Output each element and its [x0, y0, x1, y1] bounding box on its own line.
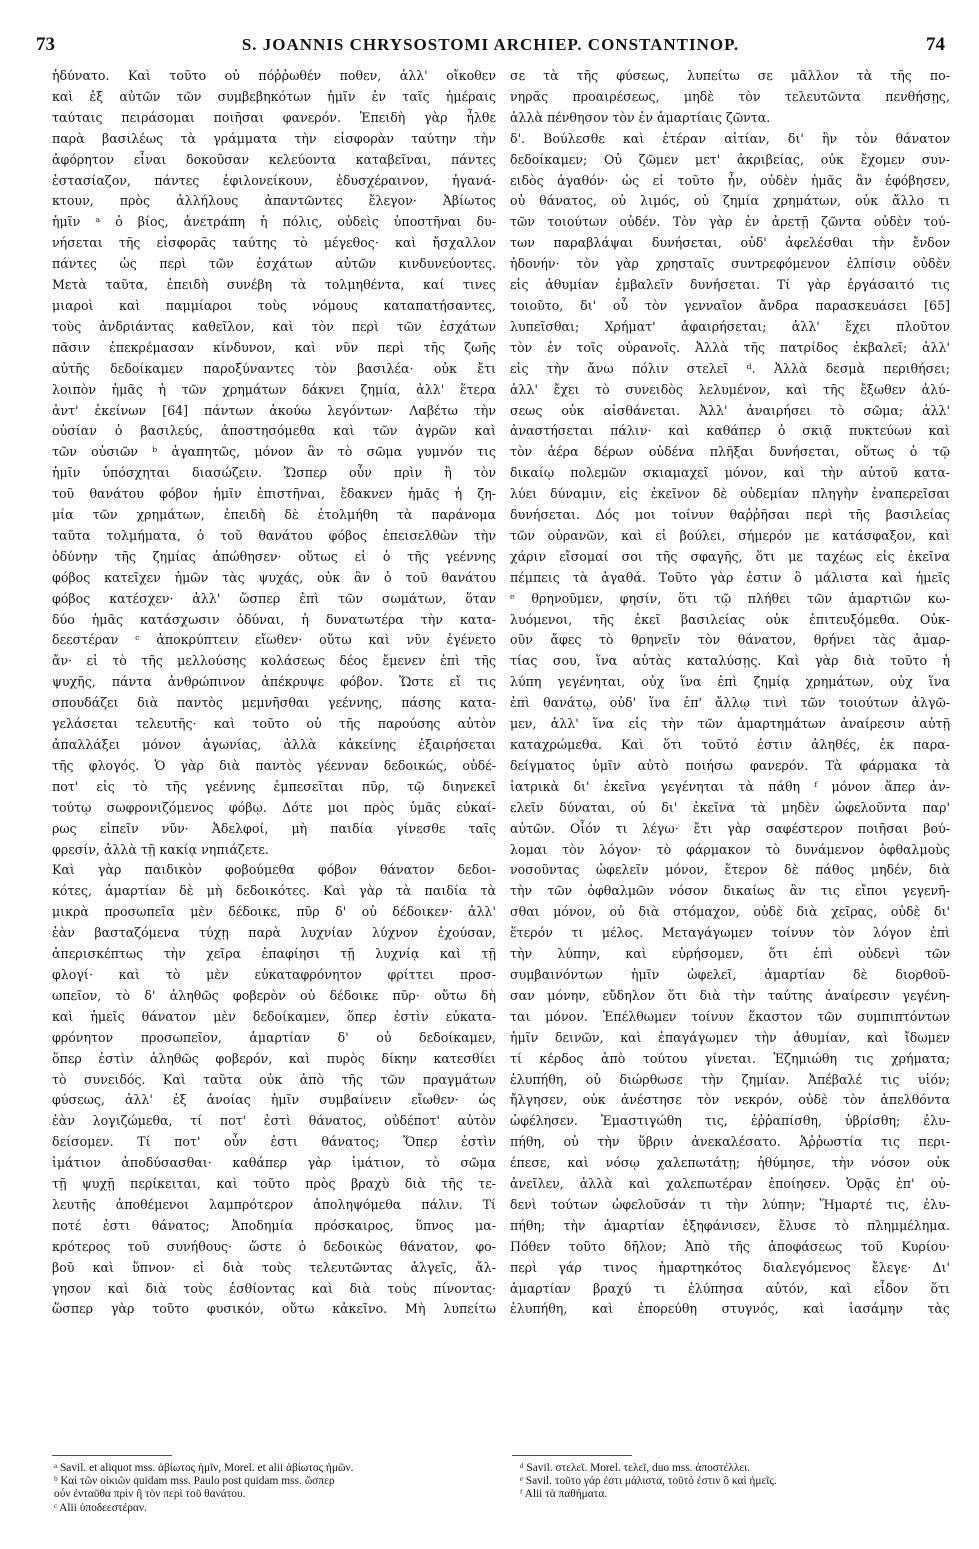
- text-line: ἀνεῖλεν, ἀλλὰ καὶ χαλεπωτέραν ἐποίησεν. Ὁρᾷς ἐπ' οὐ-: [510, 1176, 950, 1192]
- text-line: ἀπαλλάξει μόνον ἀγωνίας, ἀλλὰ κἀκείνης ἐξαιρήσεται: [52, 737, 496, 752]
- text-line: φόβος κατέσχεν· ἀλλ' ὥσπερ ἐπὶ τῶν σωμάτων, ὅταν: [52, 590, 496, 606]
- text-line: κότες, ἁμαρτίαν δὲ μὴ δεδοικότες. Καὶ γὰρ τὰ παιδία τὰ: [52, 883, 496, 899]
- text-line: δενὶ τούτων ὠφελοῦσάν τι τὴν λύπην; Ἥμαρτέ τις, ἐλυ-: [510, 1196, 950, 1212]
- text-line: μεν, ἀλλ' ἵνα εἰς τὴν τῶν ἁμαρτημάτων ἀναίρεσιν αὐτῇ: [510, 716, 950, 732]
- text-line: ἀλλ' ἔχει τὸ συνειδὸς λελυμένον, καὶ τῆς ἔξωθεν ἁλύ-: [510, 381, 950, 397]
- text-line: οῦν ἄφες τὸ θρηνεῖν τὸν θάνατον, θρήνει τὰς ἁμαρ-: [510, 632, 950, 648]
- page-number-right: 74: [926, 34, 945, 55]
- text-line: καὶ ἡμεῖς θάνατον μὲν δεδοίκαμεν, ὅπερ ἐστὶν εὐκατα-: [52, 1008, 496, 1024]
- text-line: τὸν ἐν τοῖς οὐρανοῖς. Ἀλλὰ τῆς πατρίδος ἐκβαλεῖ; ἀλλ': [510, 339, 950, 355]
- text-line: ἰατρικὰ δι' ἐκεῖνα γεγένηται τὰ πάθη ᶠ μόνον ἅπερ ἀν-: [510, 778, 950, 794]
- footnote-rule-right: [512, 1455, 632, 1456]
- text-line: πήθη, οὐ τὴν ὕβριν ἀνεκαλέσατο. Ἀῤῥωστία τις περι-: [510, 1134, 950, 1150]
- text-line: ὅπερ ἐστὶν ἀληθῶς φοβερόν, καὶ πυρὸς δίκην κατεσθίει: [52, 1050, 496, 1066]
- text-line: ἐστασίαζον, πάντες ἐφιλονείκουν, ἐδυσχέραινον, ἠγανά-: [52, 172, 496, 188]
- text-line: ᵉ θρηνοῦμεν, φησίν, ὅτι τῷ πλήθει τῶν ἁμαρτιῶν κω-: [510, 590, 950, 606]
- text-line: τῇ ψυχῇ περίκειται, καὶ τοῦτο πρὸς βραχὺ διὰ τῆς τε-: [52, 1176, 496, 1192]
- text-line: μία τῶν χρημάτων, ἐπειδὴ δὲ ἐτολμήθη τὰ παράνομα: [52, 507, 496, 523]
- text-line: Πόθεν τοῦτο δῆλον; Ἀπὸ τῆς ἀποφάσεως τοῦ Κυρίου·: [510, 1238, 950, 1254]
- text-line: λύει δύναμιν, εἰς ἐκεῖνον δὲ οὐδεμίαν πληγὴν ἐναπερεῖσαι: [510, 486, 950, 502]
- text-line: ἱμάτιον ἀποδύσασθαι· καθάπερ γὰρ ἱμάτιον, τὸ σῶμα: [52, 1155, 496, 1171]
- text-line: ἐὰν βασταζόμενα τύχῃ παρὰ λυχνίαν λύχνον ἐχούσαν,: [52, 925, 496, 941]
- footnotes-right: [520, 1462, 950, 1502]
- text-line: έπεσε, καὶ νόσῳ χαλεπωτάτῃ; ἠθύμησε, τὴν νόσον οὐκ: [510, 1155, 950, 1171]
- text-line: χάριν εἴσομαί σοι τῆς σφαγῆς, ὅτι με ταχέως εἰς ἐκεῖνα: [510, 548, 950, 564]
- text-line: φρεσίν, ἀλλὰ τῇ κακίᾳ νηπιάζετε.: [52, 841, 269, 857]
- right-text-column: [510, 66, 950, 1440]
- text-line: ἀπερισκέπτως τὴν χεῖρα ἐπαφίησι τῇ λυχνίᾳ καὶ τῇ: [52, 946, 496, 962]
- text-line: εἰς ἀθυμίαν ἐμβαλεῖν δυνήσεται. Τί γὰρ ἐργάσαιτό τις: [510, 277, 950, 293]
- text-line: γελάσεται τελευτῆς· καὶ τοῦτο οὐ τῆς παρούσης αὐτὸν: [52, 716, 496, 732]
- text-line: πᾶσιν ἐπεκρέμασαν κίνδυνον, καὶ νῦν περὶ τῆς ζωῆς: [52, 339, 496, 355]
- text-line: δεεστέραν ᶜ ἀποκρύπτειν εἴωθεν· οὕτω καὶ νῦν ἐγένετο: [52, 632, 496, 648]
- text-line: τὸν ἀέρα δέρων οὐδένα πλῆξαι δυνήσεται, οὕτως ὁ τῷ: [510, 444, 950, 460]
- text-line: Καὶ γὰρ παιδικὸν φοβούμεθα φόβον θάνατον δεδοι-: [52, 862, 496, 878]
- footnote-line: ᵈ Savil. στελεῖ. Morel. τελεῖ, duo mss. ἀποστέλλει.: [520, 1462, 751, 1474]
- text-line: ἀφόρητον εἶναι δοκοῦσαν κελεύοντα καταβεῖναι, πάντες: [52, 151, 496, 167]
- text-line: πέμπεις τὰ ἀγαθά. Τοῦτο γὰρ ἐστιν ὃ μάλιστα καὶ ἡμεῖς: [510, 569, 950, 585]
- footnote-line: ᶜ Alii ὑποδεεστέραν.: [54, 1501, 147, 1514]
- text-line: παρὰ βασιλέως τὰ γράμματα τὴν εἰσφορὰν ταύτην τὴν: [52, 130, 496, 146]
- footnote-line: ᵉ Savil. τοῦτο γάρ ἐστι μάλιστα, τοῦτό ἐστιν ὃ καὶ ἡμεῖς.: [520, 1475, 777, 1488]
- text-line: τῶν τοιούτων οὐδέν. Τὸν γὰρ ἐν ἀρετῇ ζῶντα οὐδὲν τού-: [510, 214, 950, 230]
- text-line: νήσεται τῆς εἰσφορᾶς ταύτης τὸ μέγεθος· καὶ ἤσχαλλον: [52, 235, 496, 251]
- text-line: σπουδάζει διὰ παντὸς μεμνῆσθαι γεέννης, πάσης κατα-: [52, 695, 496, 711]
- left-text-column: [52, 66, 496, 1440]
- text-line: ψυχῆς, πάντα ἀνθρώπινον ἀπέκρυψε φόβον. Ὥστε εἴ τις: [52, 674, 496, 690]
- text-line: λυόμενοι, τῆς ἐκεῖ βασιλείας οὐκ ἐπιτευξόμεθα. Οὐκ-: [510, 611, 950, 627]
- text-line: ἕτερόν τι μέλος. Μεταγάγωμεν τοίνυν τὸν λόγον ἐπὶ: [510, 925, 950, 941]
- text-line: ἐλυπήθη, καὶ ἐπορεύθη στυγνός, καὶ ἰασάμην τὰς: [510, 1301, 950, 1317]
- text-line: φρόνητον προσωπεῖον, ἁμαρτίαν δ' οὐ δεδοίκαμεν,: [52, 1029, 496, 1045]
- text-line: δείγματος ὑμῖν αὐτὸ ποιήσω φανερόν. Τὰ φάρμακα τὰ: [510, 757, 950, 773]
- text-line: ἡδύνατο. Καὶ τοῦτο οὐ πόῤῥωθέν ποθεν, ἀλλ' οἴκοθεν: [52, 68, 496, 83]
- text-line: οὐσίαν ὁ βασιλεύς, ἀποστησόμεθα καὶ τῶν ἀγρῶν καὶ: [52, 423, 496, 439]
- text-line: ται μόνον. Ἐπέλθωμεν τοίνυν ἕκαστον τῶν συμπιπτόντων: [510, 1008, 950, 1024]
- text-line: τοὺς ἀνδριάντας καθεῖλον, καὶ τὸν περὶ τῶν ἐσχάτων: [52, 318, 496, 334]
- text-line: τὴν τῶν ὀφθαλμῶν νόσον δικαίως ἂν τις εἴποι γεγενῆ-: [510, 883, 950, 899]
- text-line: δύο ἡμᾶς κατάσχωσιν ὀδύναι, ἡ δυνατωτέρα τὴν κατα-: [52, 611, 496, 627]
- footnote-line: οὖν ἐνταῦθα πρὶν ἢ τὸν περὶ τοῦ θανάτου.: [54, 1488, 246, 1501]
- footnote-line: ᵇ Καὶ τῶν οἰκιῶν quidam mss. Paulo post quidam mss. ὥσπερ: [54, 1475, 335, 1488]
- text-line: ρως εἰπεῖν νῦν· Ἀδελφοί, μὴ παιδία γίνεσθε ταῖς: [52, 820, 496, 836]
- text-line: μιαροὶ καὶ παμμίαροι τοὺς νόμους καταπατήσαντες,: [52, 297, 496, 313]
- text-line: πήθη; τὴν ἁμαρτίαν ἐξηφάνισεν, ἔλυσε τὸ πλημμέλημα.: [510, 1217, 950, 1233]
- text-line: δικαίῳ πολεμῶν σκιαμαχεῖ μόνον, καὶ τὴν αὐτοῦ κατα-: [510, 465, 950, 481]
- text-line: καὶ ἐξ αὐτῶν τῶν συμβεβηκότων ἡμῖν ἐν ταῖς ἡμέραις: [52, 88, 496, 104]
- text-line: ἄν· εἰ τὸ τῆς μελλούσης κολάσεως δέος ἔμενεν ἐπὶ τῆς: [52, 653, 496, 669]
- footnote-line: ᶠ Alii τὰ παθήματα.: [520, 1488, 608, 1501]
- text-line: αὐτῆς δεδοίκαμεν παροξύναντες τὸν βασιλέα· οὐκ ἔτι: [52, 360, 496, 376]
- text-line: μικρὰ προσωπεῖα μὲν δέδοικε, πῦρ δ' οὐ δέδοικεν· ἀλλ': [52, 904, 496, 920]
- text-line: τῆς φλογός. Ὁ γὰρ διὰ παντὸς γέενναν δεδοικώς, οὐδέ-: [52, 757, 496, 773]
- text-line: φόβος κατεῖχεν ἡμῶν τὰς ψυχάς, οὐκ ἂν ὁ τοῦ θανάτου: [52, 569, 496, 585]
- text-line: ὥσπερ γὰρ τοῦτο φυσικόν, οὕτω κἀκεῖνο. Μὴ λυπείτω: [52, 1301, 496, 1317]
- text-line: οὐ θάνατος, οὐ λιμός, οὐ ζημία χρημάτων, οὐκ ἄλλο τι: [510, 193, 950, 209]
- text-line: τούτῳ σωφρονιζόμενος φόβῳ. Δότε μοι πρὸς ὑμᾶς εὐκαί-: [52, 799, 496, 815]
- text-line: κτουν, πρὸς ἀλλήλους ἀπαντῶντες ἔλεγον· Ἀβίωτος: [52, 193, 496, 209]
- text-line: λοιπὸν ἡμᾶς ἡ τῶν χρημάτων δάκνει ζημία, ἀλλ' ἕτερα: [52, 381, 496, 397]
- text-line: λύπη γεγένηται, οὐχ ἵνα ἐπὶ ζημίᾳ χρημάτων, οὐχ ἵνα: [510, 674, 950, 690]
- text-line: ἀντ' ἐκείνων [64] πάντων ἀκούω λεγόντων· Λαβέτω τὴν: [52, 402, 496, 418]
- text-line: ἡμῖν δεινῶν, καὶ ἐπαγάγωμεν τὴν ἀθυμίαν, καὶ ἴδωμεν: [510, 1029, 950, 1045]
- text-line: τὴν λύπην, καὶ εὑρήσομεν, ὅτι ἐπὶ οὐδενὶ τῶν: [510, 946, 950, 962]
- text-line: τὸ συνειδός. Καὶ ταῦτα οὐκ ἀπὸ τῆς τῶν πραγμάτων: [52, 1071, 496, 1087]
- text-line: ταῦτα τολμήματα, ὁ τοῦ θανάτου φόβος ἐπεισελθὼν τὴν: [52, 527, 496, 543]
- text-line: λομαι τὸν λόγον· τὸ φάρμακον τὸ δυνάμενον ὀφθαλμοὺς: [510, 841, 950, 857]
- text-line: δυνήσεται. Δός μοι τοίνυν θαῤῥῆσαι περὶ τῆς βασιλείας: [510, 507, 950, 523]
- text-line: αὐτῶν. Οἷόν τι λέγω· ἔτι γὰρ σαφέστερον ποιῆσαι βού-: [510, 820, 950, 836]
- text-line: ἡδονήν· τὸν γὰρ χρησταῖς συντρεφόμενον ἐλπίσιν οὐδὲν: [510, 256, 950, 272]
- text-line: τίας σου, ἵνα αὐτὰς καταλύσῃς. Καὶ γὰρ διὰ τοῦτο ἡ: [510, 653, 950, 669]
- text-line: ωπεῖον, τὸ δ' ἀληθῶς φοβερὸν οὐ δέδοικε πῦρ· οὕτω δὴ: [52, 987, 496, 1003]
- text-line: ὀδύνην τῆς ζημίας ἀπώθησεν· οὕτως εἰ ὁ τῆς γεέννης: [52, 548, 496, 564]
- text-line: γησον καὶ διὰ τοὺς ἐσθίοντας καὶ διὰ τοὺς πίνοντας·: [52, 1280, 496, 1296]
- footnotes-left: [54, 1462, 494, 1515]
- footnote-rule-left: [52, 1455, 172, 1456]
- text-line: ἡμῖν ᵃ ὁ βίος, ἀνετράπη ἡ πόλις, οὐδεὶς ὑποστῆναι δυ-: [52, 214, 496, 230]
- text-line: ἡμῖν ὑπόσχηται διασώζειν. Ὥσπερ οὖν πρὶν ἢ τὸν: [52, 465, 496, 481]
- text-line: ἐλυπήθη, οὐ διώρθωσε τὴν ζημίαν. Ἀπέβαλέ τις υἱόν;: [510, 1071, 950, 1087]
- text-line: εἰς τὴν ἄνω πόλιν στελεῖ ᵈ. Ἀλλὰ δεσμὰ περιθήσει;: [510, 360, 950, 376]
- text-line: ἐπὶ θανάτῳ, οὐδ' ἵνα ἐπ' ἄλλῳ τινὶ τῶν τοιούτων ἀλγῶ-: [510, 695, 950, 711]
- footnote-line: ᵃ Savil. et aliquot mss. ἀβίωτος ἡμῖν, Morel. et alii ἀβίωτος ἡμῶν.: [54, 1462, 354, 1474]
- text-line: φύσεως, ἀλλ' ἐξ ἀνοίας ἡμῖν συμβαίνειν εἴωθεν· ὡς: [52, 1092, 496, 1108]
- text-line: πάντες ὡς περὶ τῶν ἐσχάτων αὐτῶν κινδυνεύοντες.: [52, 256, 496, 272]
- text-line: καταχρώμεθα. Καὶ ὅτι τοῦτό ἐστιν ἀληθές, ἐκ παρα-: [510, 737, 950, 752]
- text-line: σε τὰ τῆς φύσεως, λυπείτω σε μᾶλλον τὰ τῆς πο-: [510, 68, 950, 83]
- text-line: λυπεῖσθαι; Χρήματ' ἀφαιρήσεται; ἀλλ' ἔχει πλοῦτον: [510, 318, 950, 334]
- text-line: ἐὰν λογιζώμεθα, τί ποτ' ἐστὶ θάνατος, οὐδέποτ' αὐτὸν: [52, 1113, 496, 1129]
- text-line: δεδοίκαμεν; Οὐ ζῶμεν μετ' ἀκριβείας, οὐκ ἔχομεν συν-: [510, 151, 950, 167]
- text-line: ἤλγησεν, οὐκ ἀνέστησε τὸν νεκρόν, οὐδὲ τὸν ἀπελθόντα: [510, 1092, 950, 1108]
- text-line: σαν μόνην, εὔδηλον ὅτι διὰ τὴν ταύτης ἀναίρεσιν γεγένη-: [510, 987, 950, 1003]
- text-line: συμβαινόντων ἡμῖν ὠφελεῖ, ἁμαρτίαν δὲ διορθοῦ-: [510, 966, 950, 982]
- text-line: Μετὰ ταῦτα, ἐπειδὴ συνέβη τὰ τολμηθέντα, καί τινες: [52, 277, 496, 293]
- page-number-left: 73: [36, 34, 55, 55]
- text-line: νηρᾶς προαιρέσεως, μηδὲ τὸν τελευτῶντα πενθήσῃς,: [510, 88, 950, 104]
- text-line: ὠφέλησεν. Ἐμαστιγώθη τις, ἐῤῥαπίσθη, ὑβρίσθη; ἐλυ-: [510, 1113, 950, 1129]
- text-line: τῶν οὐσιῶν ᵇ ἀγαπητῶς, μόνον ἂν τὸ σῶμα γυμνόν τις: [52, 444, 496, 460]
- text-line: τῶν οὐρανῶν, καὶ εἰ βούλει, σήμερόν με κατάσφαξον, καὶ: [510, 527, 950, 543]
- text-line: περὶ γάρ τινος ἡμαρτηκότος διαλεγόμενος ἔλεγε· Δι': [510, 1259, 950, 1275]
- text-line: νοσοῦντας ὠφελεῖν μόνον, ἕτερον δὲ πάθος μηδέν, διὰ: [510, 862, 950, 878]
- page-header: [36, 34, 945, 60]
- text-line: ἀναστήσεται πάλιν· καὶ καθάπερ ὁ σκιᾷ πυκτεύων καὶ: [510, 423, 950, 439]
- text-line: τοῦ θανάτου φόβον ἡμῖν ἐπιστῆναι, ἔδακνεν ἡμᾶς ἡ ζη-: [52, 486, 496, 502]
- text-line: δ'. Βούλεσθε καὶ ἑτέραν αἰτίαν, δι' ἣν τὸν θάνατον: [510, 130, 950, 146]
- text-line: των παραβλάψαι δυνήσεται, οὐδ' ἀφελέσθαι τὴν ἔνδον: [510, 235, 950, 251]
- text-line: βοῦ καὶ ὕπνον· εἰ διὰ τοὺς τελευτῶντας ἀλγεῖς, ἄλ-: [52, 1259, 496, 1275]
- text-line: ποτ' εἰς τὸ τῆς γεέννης ἐμπεσεῖται πῦρ, τῷ διηνεκεῖ: [52, 778, 496, 794]
- text-line: ἁμαρτίαν βραχύ τι ἐλύπησα αὐτόν, καὶ εἶδον ὅτι: [510, 1280, 950, 1296]
- text-line: ποτέ ἐστι θάνατος; Ἀποδημία πρόσκαιρος, ὕπνος μα-: [52, 1217, 496, 1233]
- text-line: λευτῆς ἀποθέμενοι λαμπρότερον ἀποληψόμεθα πάλιν. Τί: [52, 1196, 496, 1212]
- text-line: ειδὸς ἀγαθόν· ὡς εἰ τοῦτο ἦν, οὐδὲν ἡμᾶς ἂν ἐφόβησεν,: [510, 172, 950, 188]
- running-title: S. JOANNIS CHRYSOSTOMI ARCHIEP. CONSTANTINOP.: [241, 35, 740, 54]
- text-line: ἀλλὰ πένθησον τὸν ἐν ἁμαρτίαις ζῶντα.: [510, 109, 771, 125]
- text-line: τοιοῦτο, δι' οὗ τὸν γενναῖον ἄνδρα παρασκευάσει [65]: [510, 297, 950, 313]
- text-line: σεως οὐκ αἰσθάνεται. Ἀλλ' ἀναιρήσει τὸ σῶμα; ἀλλ': [510, 402, 950, 418]
- text-line: τί κέρδος ἀπὸ τούτου γίνεται. Ἐζημιώθη τις χρήματα;: [510, 1050, 950, 1066]
- text-line: ελεῖν δύναται, οὐ δι' ἐκεῖνα τὰ μηδὲν ὠφελοῦντα παρ': [510, 799, 950, 815]
- text-line: σθαι μόνον, οὐ διὰ στόμαχον, οὐδὲ διὰ χεῖρας, οὐδὲ δι': [510, 904, 950, 920]
- text-line: δείσομεν. Τί ποτ' οὖν ἐστι θάνατος; Ὅπερ ἐστὶν: [52, 1134, 496, 1150]
- text-line: ταύταις πειράσομαι ποιῆσαι φανερόν. Ἐπειδὴ γὰρ ἦλθε: [52, 109, 496, 125]
- text-line: κρότερος τοῦ συνήθους· ὥστε ὁ δεδοικὼς θάνατον, φο-: [52, 1238, 496, 1254]
- text-line: φλογί· καὶ τὸ μὲν εὐκαταφρόνητον φρίττει προσ-: [52, 966, 496, 982]
